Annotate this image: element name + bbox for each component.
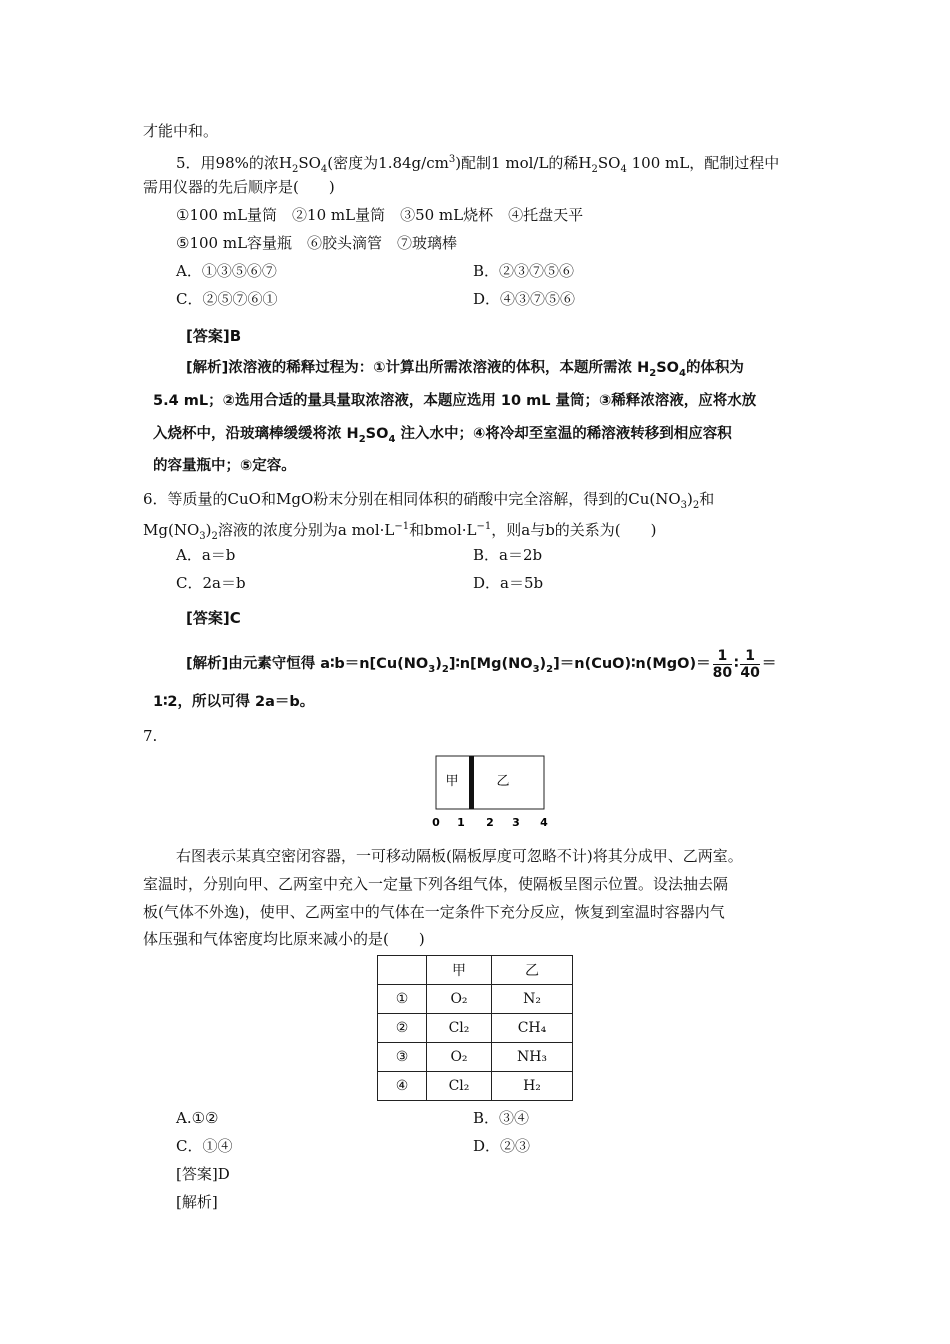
q5-option-d: D．④③⑦⑤⑥ bbox=[473, 290, 576, 308]
table-row bbox=[378, 1043, 573, 1072]
q7-stem-line2: 室温时，分别向甲、乙两室中充入一定量下列各组气体，使隔板呈图示位置。设法抽去隔 bbox=[143, 875, 729, 893]
q6-stem-line1: 6．等质量的CuO和MgO粉末分别在相同体积的硝酸中完全溶解，得到的$Cu(NO_3)_2$和 bbox=[143, 490, 715, 511]
q5-explanation-line3: 入烧杯中，沿玻璃棒缓缓将浓 $H_2SO_4$ 注入水中；④将冷却至室温的稀溶液转移到相应容积 bbox=[153, 426, 732, 445]
q6-answer: [答案]C bbox=[186, 609, 241, 627]
tick-label: 1 bbox=[457, 816, 465, 829]
table-cell: 乙 bbox=[492, 956, 573, 985]
container-diagram bbox=[425, 752, 555, 832]
tick-label: 3 bbox=[512, 816, 520, 829]
table-cell: H₂ bbox=[492, 1072, 573, 1101]
tick-label: 0 bbox=[432, 816, 440, 829]
q5-explanation-line2: 5.4 mL；②选用合适的量具量取浓溶液，本题应选用 10 mL 量筒；③稀释浓溶液，应将水放 bbox=[153, 393, 757, 409]
table-header-row bbox=[378, 956, 573, 985]
q6-option-d: D．a＝5b bbox=[473, 574, 544, 592]
q5-explanation-line4: 的容量瓶中；⑤定容。 bbox=[153, 458, 296, 474]
q5-stem-line2: 需用仪器的先后顺序是( ) bbox=[143, 178, 335, 196]
q6-explanation-line1: [解析]由元素守恒得 $a∶b=n[Cu(NO_3)_2]∶n[Mg(NO_3)_2]=n(CuO)∶n(MgO)=$ $\frac{1}{80}$ ∶ $\frac{1}{40}$ ＝ bbox=[186, 647, 777, 681]
table-cell: ① bbox=[378, 985, 427, 1014]
fraction-1-40: $\frac{1}{40}$ bbox=[740, 647, 760, 681]
tick-label: 4 bbox=[540, 816, 548, 829]
q7-answer: [答案]D bbox=[176, 1165, 230, 1183]
table-cell: ② bbox=[378, 1014, 427, 1043]
table-row bbox=[378, 1014, 573, 1043]
table-row bbox=[378, 985, 573, 1014]
q5-items-line1: ①100 mL量筒 ②10 mL量筒 ③50 mL烧杯 ④托盘天平 bbox=[176, 206, 584, 224]
q7-stem-line3: 板(气体不外逸)，使甲、乙两室中的气体在一定条件下充分反应，恢复到室温时容器内气 bbox=[143, 903, 725, 921]
q7-explanation: [解析] bbox=[176, 1193, 218, 1211]
q7-option-d: D．②③ bbox=[473, 1137, 531, 1155]
gas-table bbox=[377, 955, 573, 1101]
q6-option-b: B．a＝2b bbox=[473, 546, 543, 564]
q6-stem-line2: $Mg(NO_3)_2$溶液的浓度分别为a $mol\cdot L^{-1}$和$bmol\cdot L^{-1}$，则a与b的关系为( ) bbox=[143, 521, 657, 542]
chamber-yi-label: 乙 bbox=[496, 774, 510, 789]
q7-stem-line1: 右图表示某真空密闭容器，一可移动隔板(隔板厚度可忽略不计)将其分成甲、乙两室。 bbox=[176, 847, 743, 865]
q6-option-c: C．2a＝b bbox=[176, 574, 246, 592]
table-cell bbox=[378, 956, 427, 985]
table-cell: NH₃ bbox=[492, 1043, 573, 1072]
q5-option-a: A．①③⑤⑥⑦ bbox=[176, 262, 277, 280]
table-cell: O₂ bbox=[427, 985, 492, 1014]
table-cell: ④ bbox=[378, 1072, 427, 1101]
q5-items-line2: ⑤100 mL容量瓶 ⑥胶头滴管 ⑦玻璃棒 bbox=[176, 234, 458, 252]
fraction-1-80: $\frac{1}{80}$ bbox=[712, 647, 733, 681]
q5-option-c: C．②⑤⑦⑥① bbox=[176, 290, 278, 308]
q5-option-b: B．②③⑦⑤⑥ bbox=[473, 262, 575, 280]
q6-explanation-line2: 1∶2，所以可得 2a＝b。 bbox=[153, 694, 315, 710]
table-cell: N₂ bbox=[492, 985, 573, 1014]
table-cell: ③ bbox=[378, 1043, 427, 1072]
partition-bar bbox=[469, 756, 474, 809]
q7-number: 7. bbox=[143, 727, 158, 745]
q5-explanation-line1: [解析]浓溶液的稀释过程为：①计算出所需浓溶液的体积，本题所需浓 $H_2SO_4$的体积为 bbox=[186, 360, 744, 379]
q7-option-a: A.①② bbox=[176, 1109, 219, 1127]
table-cell: Cl₂ bbox=[427, 1014, 492, 1043]
table-cell: O₂ bbox=[427, 1043, 492, 1072]
q7-stem-line4: 体压强和气体密度均比原来减小的是( ) bbox=[143, 930, 425, 948]
table-row bbox=[378, 1072, 573, 1101]
chamber-jia-label: 甲 bbox=[445, 774, 459, 789]
q5-answer: [答案]B bbox=[186, 327, 242, 345]
table-cell: Cl₂ bbox=[427, 1072, 492, 1101]
intro-line: 才能中和。 bbox=[143, 122, 219, 140]
tick-label: 2 bbox=[486, 816, 494, 829]
q7-option-c: C．①④ bbox=[176, 1137, 233, 1155]
table-cell: 甲 bbox=[427, 956, 492, 985]
table-cell: CH₄ bbox=[492, 1014, 573, 1043]
q7-option-b: B．③④ bbox=[473, 1109, 530, 1127]
q5-stem-line1: 5．用98%的浓$H_2SO_4$(密度为$1.84g/cm^3$)配制1 mol/L的稀$H_2SO_4$ 100 mL，配制过程中 bbox=[176, 154, 780, 175]
q6-option-a: A．a＝b bbox=[176, 546, 236, 564]
